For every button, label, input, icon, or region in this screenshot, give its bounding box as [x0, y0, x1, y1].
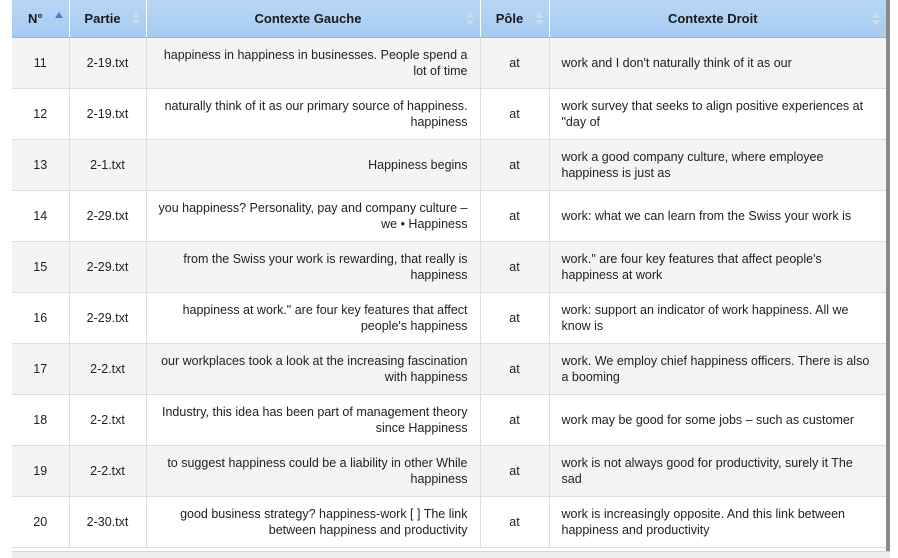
row-left-context: Industry, this idea has been part of management theory since Happiness	[146, 395, 480, 446]
row-left-context: from the Swiss your work is rewarding, that really is happiness	[146, 242, 480, 293]
header-pole[interactable]	[480, 0, 549, 38]
row-number: 17	[12, 344, 69, 395]
row-right-context: work survey that seeks to align positive experiences at "day of	[549, 89, 886, 140]
header-part-label: Partie	[84, 11, 121, 26]
row-pole: at	[480, 89, 549, 140]
row-pole: at	[480, 344, 549, 395]
table-row[interactable]	[12, 293, 886, 344]
row-left-context: our workplaces took a look at the increasing fascination with happiness	[146, 344, 480, 395]
row-part: 2-2.txt	[69, 395, 146, 446]
table-row[interactable]	[12, 344, 886, 395]
row-left-context: you happiness? Personality, pay and company culture – we • Happiness	[146, 191, 480, 242]
row-number: 12	[12, 89, 69, 140]
header-pole-label: Pôle	[495, 11, 524, 26]
sort-icon[interactable]	[872, 11, 880, 27]
header-right-context[interactable]	[549, 0, 886, 38]
vertical-scrollbar[interactable]	[886, 0, 890, 551]
header-row	[12, 0, 886, 38]
row-number: 16	[12, 293, 69, 344]
row-pole: at	[480, 395, 549, 446]
row-number: 19	[12, 446, 69, 497]
sort-icon[interactable]	[466, 11, 474, 27]
row-part: 2-1.txt	[69, 140, 146, 191]
row-left-context: good business strategy? happiness-work [ ] The link between happiness and productivity	[146, 497, 480, 548]
table-row[interactable]	[12, 140, 886, 191]
row-part: 2-2.txt	[69, 344, 146, 395]
header-num-label: N°	[27, 11, 43, 26]
table-row[interactable]	[12, 191, 886, 242]
row-left-context: happiness in happiness in businesses. People spend a lot of time	[146, 38, 480, 89]
table-row[interactable]	[12, 446, 886, 497]
header-num[interactable]	[12, 0, 69, 38]
header-part[interactable]	[69, 0, 146, 38]
row-number: 13	[12, 140, 69, 191]
row-pole: at	[480, 446, 549, 497]
table-row[interactable]	[12, 38, 886, 89]
table-header	[12, 0, 886, 38]
row-left-context: happiness at work." are four key features that affect people's happiness	[146, 293, 480, 344]
header-left-context-label: Contexte Gauche	[254, 11, 362, 26]
sort-icon[interactable]	[132, 11, 140, 27]
row-part: 2-29.txt	[69, 191, 146, 242]
concordance-table-container[interactable]	[12, 0, 886, 551]
row-pole: at	[480, 140, 549, 191]
row-left-context: naturally think of it as our primary source of happiness. happiness	[146, 89, 480, 140]
table-body	[12, 38, 886, 548]
row-part: 2-29.txt	[69, 293, 146, 344]
row-right-context: work. We employ chief happiness officers. There is also a booming	[549, 344, 886, 395]
row-pole: at	[480, 191, 549, 242]
row-part: 2-29.txt	[69, 242, 146, 293]
row-part: 2-30.txt	[69, 497, 146, 548]
row-left-context: to suggest happiness could be a liability in other While happiness	[146, 446, 480, 497]
row-pole: at	[480, 497, 549, 548]
row-part: 2-19.txt	[69, 89, 146, 140]
header-right-context-label: Contexte Droit	[667, 11, 758, 26]
header-left-context[interactable]	[146, 0, 480, 38]
row-number: 15	[12, 242, 69, 293]
row-pole: at	[480, 242, 549, 293]
row-right-context: work: what we can learn from the Swiss your work is	[549, 191, 886, 242]
row-number: 20	[12, 497, 69, 548]
row-right-context: work and I don't naturally think of it as our	[549, 38, 886, 89]
table-row[interactable]	[12, 89, 886, 140]
row-right-context: work is not always good for productivity, surely it The sad	[549, 446, 886, 497]
row-right-context: work." are four key features that affect people's happiness at work	[549, 242, 886, 293]
row-right-context: work: support an indicator of work happiness. All we know is	[549, 293, 886, 344]
page-margin	[0, 0, 12, 557]
row-pole: at	[480, 293, 549, 344]
table-row[interactable]	[12, 395, 886, 446]
row-number: 18	[12, 395, 69, 446]
table-row[interactable]	[12, 497, 886, 548]
sort-icon[interactable]	[535, 11, 543, 27]
row-number: 11	[12, 38, 69, 89]
row-left-context: Happiness begins	[146, 140, 480, 191]
row-pole: at	[480, 38, 549, 89]
concordance-table	[12, 0, 886, 548]
row-right-context: work a good company culture, where employee happiness is just as	[549, 140, 886, 191]
row-part: 2-2.txt	[69, 446, 146, 497]
row-right-context: work is increasingly opposite. And this link between happiness and productivity	[549, 497, 886, 548]
sort-ascending-icon[interactable]	[55, 11, 63, 27]
row-part: 2-19.txt	[69, 38, 146, 89]
row-number: 14	[12, 191, 69, 242]
row-right-context: work may be good for some jobs – such as customer	[549, 395, 886, 446]
table-row[interactable]	[12, 242, 886, 293]
